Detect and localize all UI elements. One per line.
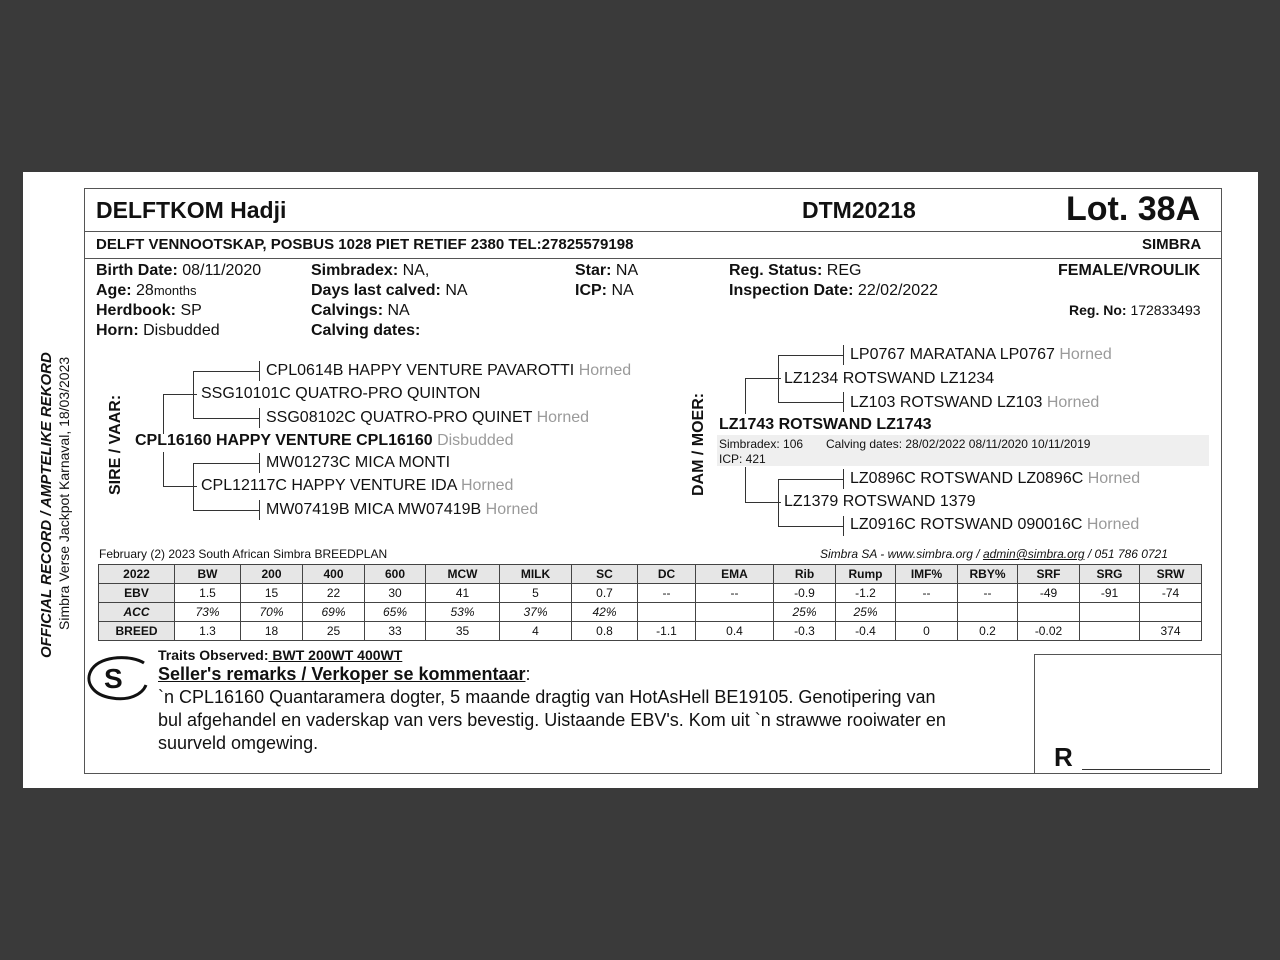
ebv-row (99, 584, 1202, 603)
owner-line: DELFT VENNOOTSKAP, POSBUS 1028 PIET RETIEF 2380 TEL:27825579198 (96, 236, 634, 253)
svg-text:S: S (104, 663, 123, 694)
header-divider (85, 231, 1221, 232)
calving-dates-label: Calving dates: (311, 322, 421, 339)
table-cell: 0 (896, 622, 958, 641)
table-cell: 0.2 (958, 622, 1018, 641)
table-cell: -1.1 (638, 622, 696, 641)
row-label: EBV (99, 584, 175, 603)
col-header: 600 (365, 565, 426, 584)
table-cell: 35 (426, 622, 500, 641)
table-cell: -0.9 (774, 584, 836, 603)
age: Age: 28months (96, 282, 197, 299)
table-cell (958, 603, 1018, 622)
dam-dd-conn (745, 502, 781, 503)
reg-no: Reg. No: 172833493 (1069, 302, 1201, 318)
table-cell: 25% (774, 603, 836, 622)
table-cell: -0.3 (774, 622, 836, 641)
dam-ds-bracket (778, 355, 779, 402)
table-cell: -- (638, 584, 696, 603)
sire-sire-sire: CPL0614B HAPPY VENTURE PAVAROTTI Horned (266, 362, 632, 379)
table-cell: 41 (426, 584, 500, 603)
table-cell: 33 (365, 622, 426, 641)
remarks-line-3: suurveld omgewing. (158, 733, 319, 753)
table-cell: -- (958, 584, 1018, 603)
dam-dd-vconn (745, 467, 746, 502)
sire-dam-dam: MW07419B MICA MW07419B Horned (266, 501, 539, 518)
owner-divider (85, 258, 1221, 259)
sire-sss-conn (193, 371, 259, 372)
table-cell: 69% (303, 603, 365, 622)
dam-dsd-tick (843, 392, 844, 412)
table-cell (1140, 603, 1202, 622)
table-cell: -0.4 (836, 622, 896, 641)
sire-sd-bracket (193, 463, 194, 510)
table-cell: 18 (241, 622, 303, 641)
table-cell (638, 603, 696, 622)
sire-dam-sire: MW01273C MICA MONTI (266, 454, 451, 471)
icp: ICP: NA (575, 282, 634, 299)
col-header: EMA (696, 565, 774, 584)
table-cell: 1.3 (175, 622, 241, 641)
sire-sd-conn (163, 486, 197, 487)
horn-status: Horn: Disbudded (96, 322, 220, 339)
dam-dam: LZ1379 ROTSWAND 1379 (784, 493, 976, 510)
sire-sire-dam: SSG08102C QUATRO-PRO QUINET Horned (266, 409, 590, 426)
table-cell: -1.2 (836, 584, 896, 603)
sex-label: FEMALE/VROULIK (1058, 262, 1201, 279)
breedplan-caption: February (2) 2023 South African Simbra BREEDPLAN (99, 547, 388, 561)
table-cell (1080, 603, 1140, 622)
dam-name: LZ1743 ROTSWAND LZ1743 (719, 416, 932, 433)
remarks-line-2: bul afgehandel en vaderskap van vers bevestig. Uistaande EBV's. Kom uit `n strawwe rooiwater en (158, 710, 946, 730)
dam-simbradex: Simbradex: 106 (719, 437, 804, 451)
animal-code: DTM20218 (802, 197, 916, 223)
table-cell: 25 (303, 622, 365, 641)
sire-ss-bracket (193, 371, 194, 418)
days-last-calved: Days last calved: NA (311, 282, 468, 299)
sire-dam: CPL12117C HAPPY VENTURE IDA Horned (201, 477, 514, 494)
ebv-table (98, 564, 1202, 641)
table-cell: 374 (1140, 622, 1202, 641)
table-cell: -- (896, 584, 958, 603)
table-cell: 70% (241, 603, 303, 622)
table-cell (896, 603, 958, 622)
dam-dam-dam: LZ0916C ROTSWAND 090016C Horned (850, 516, 1140, 533)
col-header: SC (572, 565, 638, 584)
dam-dam-sire: LZ0896C ROTSWAND LZ0896C Horned (850, 470, 1141, 487)
dam-dss-conn (778, 355, 843, 356)
table-cell: -91 (1080, 584, 1140, 603)
table-cell: 25% (836, 603, 896, 622)
breed-row (99, 622, 1202, 641)
price-box-divider (1034, 654, 1035, 774)
sire-sss-tick (259, 361, 260, 381)
simbradex: Simbradex: NA, (311, 262, 430, 279)
email-link[interactable]: admin@simbra.org (982, 547, 1085, 561)
sire-sdd-conn (193, 510, 259, 511)
table-cell (696, 603, 774, 622)
sire-ssd-tick (259, 408, 260, 428)
col-header: 200 (241, 565, 303, 584)
breed-label: SIMBRA (1142, 236, 1202, 253)
dam-sire-dam: LZ103 ROTSWAND LZ103 Horned (850, 394, 1100, 411)
bottom-divider (1035, 654, 1221, 655)
dam-icp: ICP: 421 (719, 452, 766, 466)
col-header: DC (638, 565, 696, 584)
col-header: SRW (1140, 565, 1202, 584)
table-cell: -49 (1018, 584, 1080, 603)
table-cell: 0.4 (696, 622, 774, 641)
remarks-line-1: `n CPL16160 Quantaramera dogter, 5 maande dragtig van HotAsHell BE19105. Genotipering van (158, 687, 936, 707)
row-label: BREED (99, 622, 175, 641)
col-header: RBY% (958, 565, 1018, 584)
simbra-logo-icon (84, 655, 154, 701)
sire-ss-conn (163, 394, 197, 395)
dam-calving-dates: Calving dates: 28/02/2022 08/11/2020 10/11/2019 (826, 437, 1091, 451)
col-header: Rib (774, 565, 836, 584)
sire-side-label: SIRE / VAAR: (107, 394, 124, 495)
table-cell: -0.02 (1018, 622, 1080, 641)
table-cell: 0.8 (572, 622, 638, 641)
table-cell (1080, 622, 1140, 641)
dam-dd-bracket (778, 479, 779, 526)
table-cell: 1.5 (175, 584, 241, 603)
dam-ds-conn (745, 378, 781, 379)
price-label: R (1054, 742, 1073, 772)
table-cell: 15 (241, 584, 303, 603)
table-cell: 5 (500, 584, 572, 603)
event-label: Simbra Verse Jackpot Karnaval, 18/03/2023 (56, 356, 72, 630)
dam-ddd-conn (778, 526, 843, 527)
sire-sd-vconn (163, 452, 164, 486)
remarks-title: Seller's remarks / Verkoper se kommentaar: (158, 664, 531, 684)
table-cell: 22 (303, 584, 365, 603)
dam-ds-vconn (745, 378, 746, 414)
col-header: SRG (1080, 565, 1140, 584)
birth-date: Birth Date: 08/11/2020 (96, 262, 262, 279)
col-header: MCW (426, 565, 500, 584)
dam-dds-conn (778, 479, 843, 480)
dam-dsd-conn (778, 402, 843, 403)
breedplan-contact: Simbra SA - www.simbra.org / admin@simbra.org / 051 786 0721 (820, 547, 1168, 561)
inspection-date: Inspection Date: 22/02/2022 (729, 282, 938, 299)
col-header: 400 (303, 565, 365, 584)
col-header: 2022 (99, 565, 175, 584)
table-cell (1018, 603, 1080, 622)
dam-sire-sire: LP0767 MARATANA LP0767 Horned (850, 346, 1112, 363)
sire-ssd-conn (193, 418, 259, 419)
dam-sire: LZ1234 ROTSWAND LZ1234 (784, 370, 995, 387)
row-label: ACC (99, 603, 175, 622)
table-cell: 42% (572, 603, 638, 622)
dam-side-label: DAM / MOER: (690, 392, 707, 496)
col-header: SRF (1018, 565, 1080, 584)
sire-sdd-tick (259, 500, 260, 520)
reg-status: Reg. Status: REG (729, 262, 862, 279)
price-line[interactable] (1082, 769, 1210, 770)
herdbook: Herdbook: SP (96, 302, 202, 319)
table-cell: -- (696, 584, 774, 603)
lot-number: Lot. 38A (1066, 190, 1201, 228)
dam-ddd-tick (843, 516, 844, 536)
col-header: MILK (500, 565, 572, 584)
table-cell: -74 (1140, 584, 1202, 603)
col-header: BW (175, 565, 241, 584)
sire-name: CPL16160 HAPPY VENTURE CPL16160 Disbudded (135, 432, 514, 449)
animal-name: DELFTKOM Hadji (96, 197, 287, 223)
sire-sire: SSG10101C QUATRO-PRO QUINTON (201, 385, 481, 402)
star: Star: NA (575, 262, 639, 279)
table-cell: 30 (365, 584, 426, 603)
ebv-header-row (99, 565, 1202, 584)
col-header: IMF% (896, 565, 958, 584)
official-record-label: OFFICIAL RECORD / AMPTELIKE REKORD (38, 352, 55, 658)
sire-sds-tick (259, 453, 260, 473)
table-cell: 37% (500, 603, 572, 622)
dam-dss-tick (843, 345, 844, 365)
table-cell: 0.7 (572, 584, 638, 603)
dam-dds-tick (843, 469, 844, 489)
acc-row (99, 603, 1202, 622)
traits-observed: Traits Observed: BWT 200WT 400WT (158, 647, 403, 663)
table-cell: 53% (426, 603, 500, 622)
table-cell: 4 (500, 622, 572, 641)
col-header: Rump (836, 565, 896, 584)
calvings: Calvings: NA (311, 302, 410, 319)
sire-ss-vconn (163, 394, 164, 434)
table-cell: 65% (365, 603, 426, 622)
sire-sds-conn (193, 463, 259, 464)
table-cell: 73% (175, 603, 241, 622)
